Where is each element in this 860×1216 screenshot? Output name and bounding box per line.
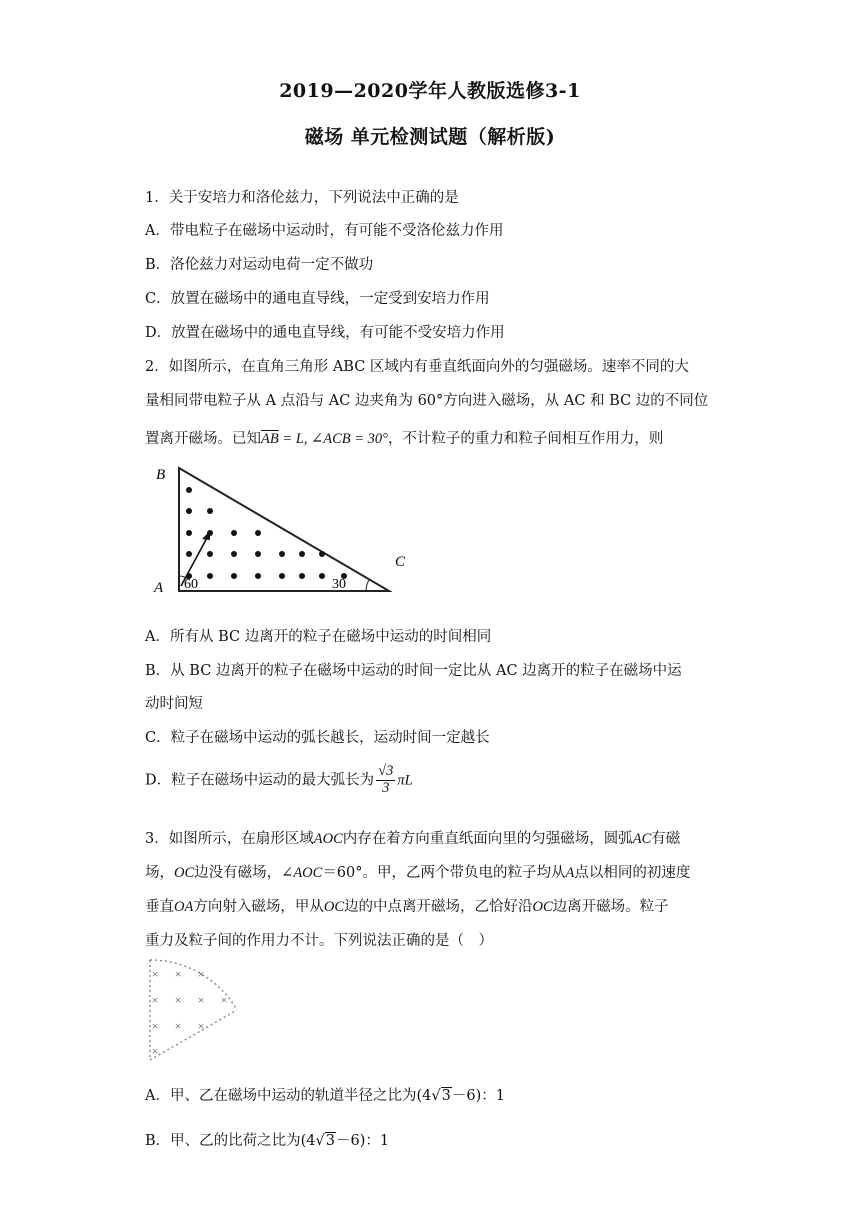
q3-stem-line-1 (145, 827, 680, 848)
q3-l2-g: 点以相同的初速度 (574, 865, 691, 881)
q1-option-a: A．带电粒子在磁场中运动时，有可能不受洛伦兹力作用 (145, 223, 504, 239)
q3-l3-e: 边的中点离开磁场，乙恰好沿 (344, 899, 533, 915)
q2-option-c: C．粒子在磁场中运动的弧长越长，运动时间一定越长 (145, 730, 490, 746)
svg-text:×: × (151, 1044, 159, 1058)
q2-stem-line-2: 量相同带电粒子从 A 点沿与 AC 边夹角为 60°方向进入磁场，从 AC 和 BC 边的不同位 (145, 393, 709, 409)
q2-option-d-numerator: √3 (378, 763, 394, 779)
q2-option-b-line-1: B．从 BC 边离开的粒子在磁场中运动的时间一定比从 AC 边离开的粒子在磁场中运 (145, 663, 682, 679)
q2-figure-angle-c: 30 (332, 577, 346, 592)
svg-text:×: × (174, 993, 182, 1007)
q3-l1-a: 3．如图所示，在扇形区域 (145, 831, 314, 847)
q2-option-d-denominator: 3 (382, 779, 390, 796)
q3-l3-a: 垂直 (145, 899, 174, 915)
q3-l1-d: AC (632, 831, 652, 847)
q3-option-b-radicand: 3 (325, 1133, 336, 1149)
q1-stem: 1．关于安培力和洛伦兹力，下列说法中正确的是 (145, 190, 459, 206)
q3-option-a-radicand: 3 (441, 1088, 451, 1104)
q3-l1-e: 有磁 (651, 831, 681, 847)
svg-text:×: × (151, 993, 159, 1007)
svg-text:×: × (174, 1019, 182, 1033)
q3-stem-line-4: 重力及粒子间的作用力不计。下列说法正确的是（ ） (145, 933, 493, 949)
q3-l2-e: ＝60°。甲，乙两个带负电的粒子均从 (322, 865, 566, 881)
q2-stem-line-3 (145, 427, 663, 448)
q3-l3-d: OC (323, 899, 344, 915)
q3-stem-line-2 (145, 861, 690, 882)
q3-l3-g: 边离开磁场。粒子 (552, 899, 669, 915)
q3-l1-c: 内存在着方向重直纸面向里的匀强磁场，圆弧 (342, 831, 633, 847)
title-line-1: 2019—2020学年人教版选修3-1 (279, 80, 581, 102)
q2-stem-line-3-pre: 置离开磁场。已知 (145, 431, 261, 447)
svg-text:×: × (220, 993, 228, 1007)
q3-l2-c: 边没有磁场，∠ (194, 865, 294, 881)
q2-figure-label-b: B (156, 467, 166, 483)
svg-text:×: × (174, 967, 182, 981)
svg-text:×: × (151, 967, 159, 981)
q2-stem-line-3-math: = L, ∠ACB = 30° (278, 431, 388, 447)
q2-triangle-figure (150, 460, 420, 600)
q1-option-c: C．放置在磁场中的通电直导线，一定受到安培力作用 (145, 291, 490, 307)
q3-l2-f: A (565, 865, 575, 881)
q3-l2-d: AOC (293, 865, 323, 881)
q2-figure-label-c: C (395, 554, 406, 570)
q2-stem-line-1: 2．如图所示，在直角三角形 ABC 区域内有垂直纸面向外的匀强磁场。速率不同的大 (145, 359, 689, 375)
svg-text:×: × (151, 1019, 159, 1033)
q1-option-b: B．洛伦兹力对运动电荷一定不做功 (145, 257, 374, 273)
q3-l3-b: OA (174, 899, 194, 915)
q2-option-d (145, 764, 413, 797)
q3-l2-a: 场， (145, 865, 174, 881)
q2-figure-angle-a: 60 (184, 577, 198, 592)
svg-text:×: × (197, 1019, 205, 1033)
q3-l3-f: OC (532, 899, 553, 915)
q2-figure-label-a: A (154, 580, 164, 596)
q3-option-a-radical: √3 (431, 1088, 451, 1104)
q2-option-a: A．所有从 BC 边离开的粒子在磁场中运动的时间相同 (145, 629, 492, 645)
title-line-2: 磁场 单元检测试题（解析版) (304, 126, 556, 148)
svg-text:×: × (197, 993, 205, 1007)
q2-option-d-post: πL (397, 772, 413, 789)
q3-option-b-pre: B．甲、乙的比荷之比为(4 (145, 1133, 316, 1149)
q3-l1-b: AOC (313, 831, 343, 847)
q3-option-a-pre: A．甲、乙在磁场中运动的轨道半径之比为(4 (145, 1088, 432, 1104)
q3-l3-c: 方向射入磁场，甲从 (193, 899, 324, 915)
svg-text:×: × (197, 967, 205, 981)
q3-sector-figure (140, 955, 250, 1067)
q2-stem-line-3-ab: $\overline{AB}$ (261, 431, 279, 447)
q3-option-b-radical: √3 (315, 1133, 336, 1149)
q2-option-b-line-2: 动时间短 (145, 696, 203, 712)
q3-l2-b: OC (174, 865, 195, 881)
q2-stem-line-3-post: ，不计粒子的重力和粒子间相互作用力，则 (387, 431, 664, 447)
q2-option-d-fraction (376, 764, 395, 797)
q2-option-d-pre: D．粒子在磁场中运动的最大弧长为 (145, 772, 375, 789)
q3-option-b (145, 1129, 389, 1150)
q1-option-d: D．放置在磁场中的通电直导线，有可能不受安培力作用 (145, 325, 505, 341)
q3-stem-line-3 (145, 895, 669, 916)
q3-option-a (145, 1084, 505, 1105)
q3-option-b-post: －6)：1 (336, 1133, 390, 1149)
q3-option-a-post: －6)：1 (451, 1088, 505, 1104)
